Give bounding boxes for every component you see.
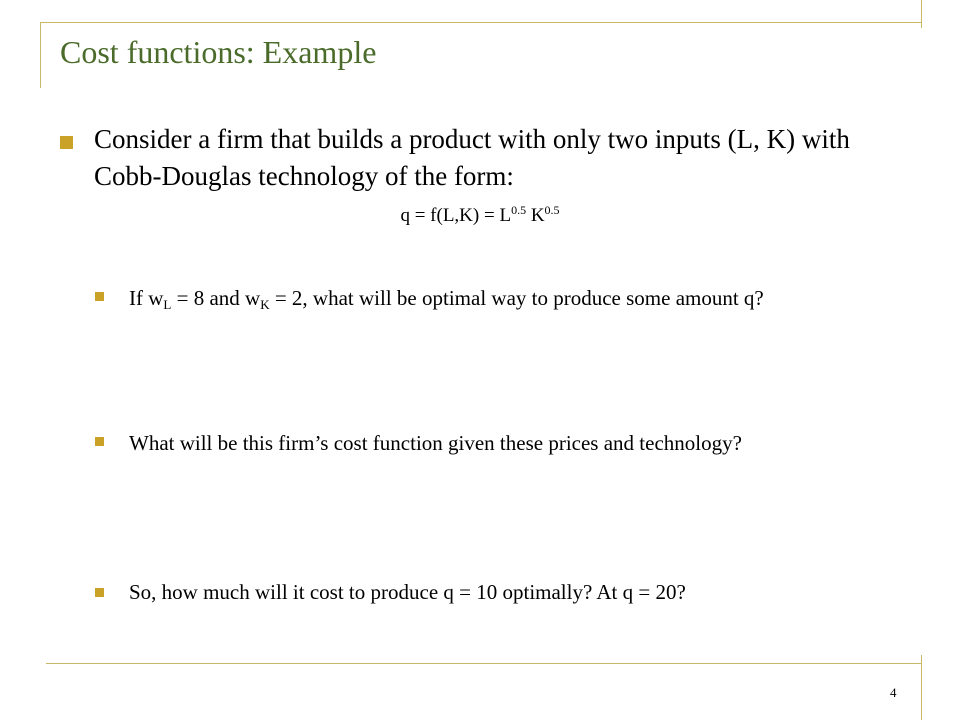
sub-bullet-cost-function: What will be this firm’s cost function given these prices and technology? (129, 431, 742, 455)
subscript-l: L (163, 297, 172, 312)
sub-bullet-prices-part2: = 8 and w (171, 286, 261, 310)
page-number: 4 (890, 685, 897, 700)
sub-bullet-cost-values: So, how much will it cost to produce q = 10 optimally? At q = 20? (129, 580, 686, 604)
production-function-formula (0, 203, 960, 227)
left-rule (40, 22, 41, 88)
sub-bullet-prices-part3: = 2, what will be optimal way to produce some amount q? (269, 286, 764, 310)
right-rule (921, 0, 922, 28)
top-rule (40, 22, 922, 23)
formula-exponent-l: 0.5 (511, 203, 527, 217)
subscript-k: K (260, 297, 270, 312)
main-bullet-text: Consider a firm that builds a product with only two inputs (L, K) with Cobb-Douglas technology of the form: (94, 124, 850, 191)
formula-lhs: q = f(L,K) = L (400, 205, 512, 226)
sub-bullet-prices-part1: If w (129, 286, 164, 310)
sub-bullet-square-icon (95, 292, 104, 301)
bullet-square-icon (60, 136, 73, 149)
bottom-rule (46, 663, 922, 664)
sub-bullet-square-icon (95, 588, 104, 597)
bottom-right-rule (921, 655, 922, 720)
formula-k: K (526, 205, 545, 226)
sub-bullet-prices (129, 284, 889, 319)
formula-exponent-k: 0.5 (544, 203, 560, 217)
sub-bullet-square-icon (95, 437, 104, 446)
slide-title: Cost functions: Example (60, 34, 377, 70)
